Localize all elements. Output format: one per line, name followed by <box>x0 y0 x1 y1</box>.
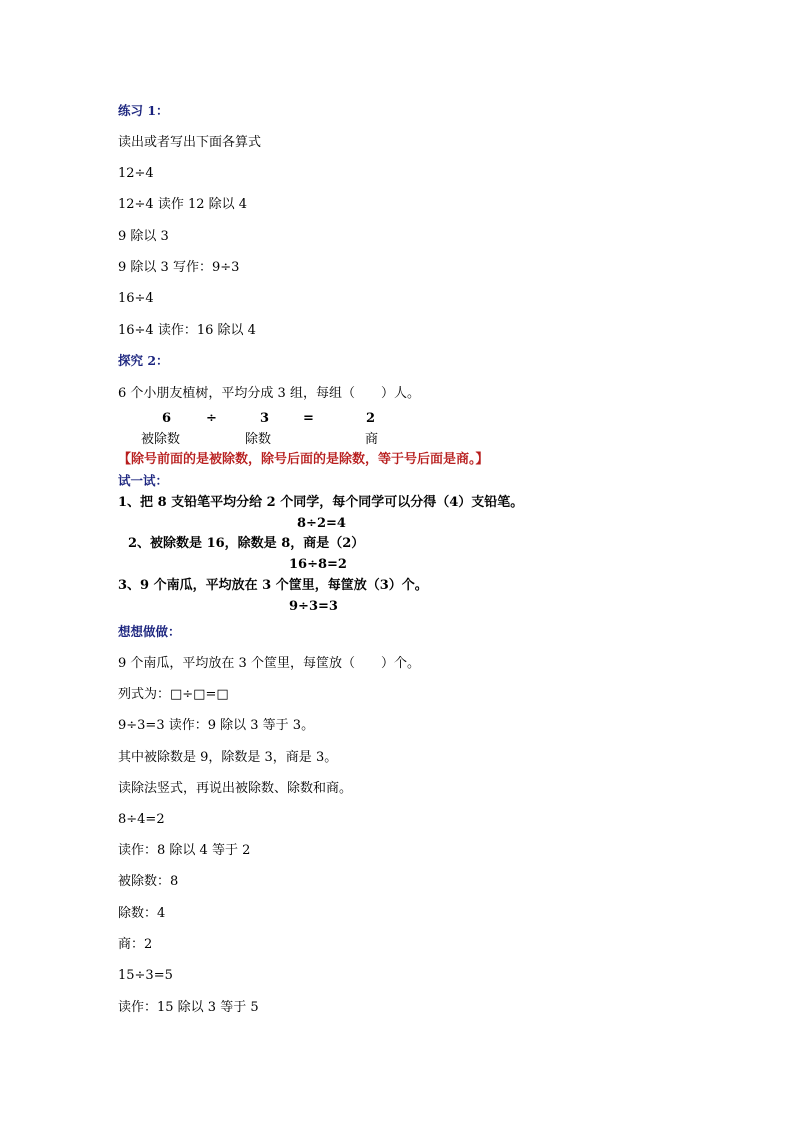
try-answer-3: 9÷3=3 <box>289 599 338 614</box>
exercise-1-heading: 练习 1： <box>118 103 169 118</box>
think-line: 15÷3=5 <box>118 968 173 983</box>
eq-dividend-number: 6 <box>162 411 172 426</box>
eq-divisor-number: 3 <box>260 411 270 426</box>
ex1-line: 12÷4 读作 12 除以 4 <box>118 197 248 212</box>
explore-2-question: 6 个小朋友植树，平均分成 3 组，每组（ ）人。 <box>118 386 420 401</box>
try-answer-1: 8÷2=4 <box>297 516 346 531</box>
label-quotient: 商 <box>365 432 379 447</box>
label-dividend: 被除数 <box>141 432 181 447</box>
ex1-line: 16÷4 <box>118 291 154 306</box>
try-question-2: 2、被除数是 16，除数是 8，商是（2） <box>128 536 365 551</box>
eq-divide-sign: ÷ <box>206 411 217 426</box>
try-heading: 试一试： <box>118 473 169 488</box>
exercise-1-instruction: 读出或者写出下面各算式 <box>118 135 262 150</box>
think-heading: 想想做做： <box>118 624 181 639</box>
think-line: 被除数：8 <box>118 874 179 889</box>
think-line: 9 个南瓜，平均放在 3 个筐里，每筐放（ ）个。 <box>118 656 420 671</box>
think-line: 9÷3=3 读作：9 除以 3 等于 3。 <box>118 718 315 733</box>
think-line: 除数：4 <box>118 906 166 921</box>
think-line: 商：2 <box>118 937 153 952</box>
ex1-line: 16÷4 读作：16 除以 4 <box>118 323 256 338</box>
ex1-line: 9 除以 3 <box>118 229 169 244</box>
think-line: 读除法竖式，再说出被除数、除数和商。 <box>118 781 353 796</box>
think-line: 列式为：□÷□=□ <box>118 687 229 702</box>
eq-quotient-number: 2 <box>366 411 376 426</box>
think-line: 8÷4=2 <box>118 812 165 827</box>
ex1-line: 9 除以 3 写作：9÷3 <box>118 260 240 275</box>
think-line: 读作：15 除以 3 等于 5 <box>118 1000 259 1015</box>
try-question-3: 3、9 个南瓜，平均放在 3 个筐里，每筐放（3）个。 <box>118 578 428 593</box>
try-answer-2: 16÷8=2 <box>289 557 347 572</box>
ex1-line: 12÷4 <box>118 166 154 181</box>
explore-2-heading: 探究 2： <box>118 353 169 368</box>
eq-equals-sign: = <box>303 411 314 426</box>
try-question-1: 1、把 8 支铅笔平均分给 2 个同学，每个同学可以分得（4）支铅笔。 <box>118 495 524 510</box>
think-line: 读作：8 除以 4 等于 2 <box>118 843 251 858</box>
label-divisor: 除数 <box>245 432 272 447</box>
explore-2-note: 【除号前面的是被除数，除号后面的是除数，等于号后面是商。】 <box>118 452 489 467</box>
think-line: 其中被除数是 9，除数是 3，商是 3。 <box>118 750 338 765</box>
